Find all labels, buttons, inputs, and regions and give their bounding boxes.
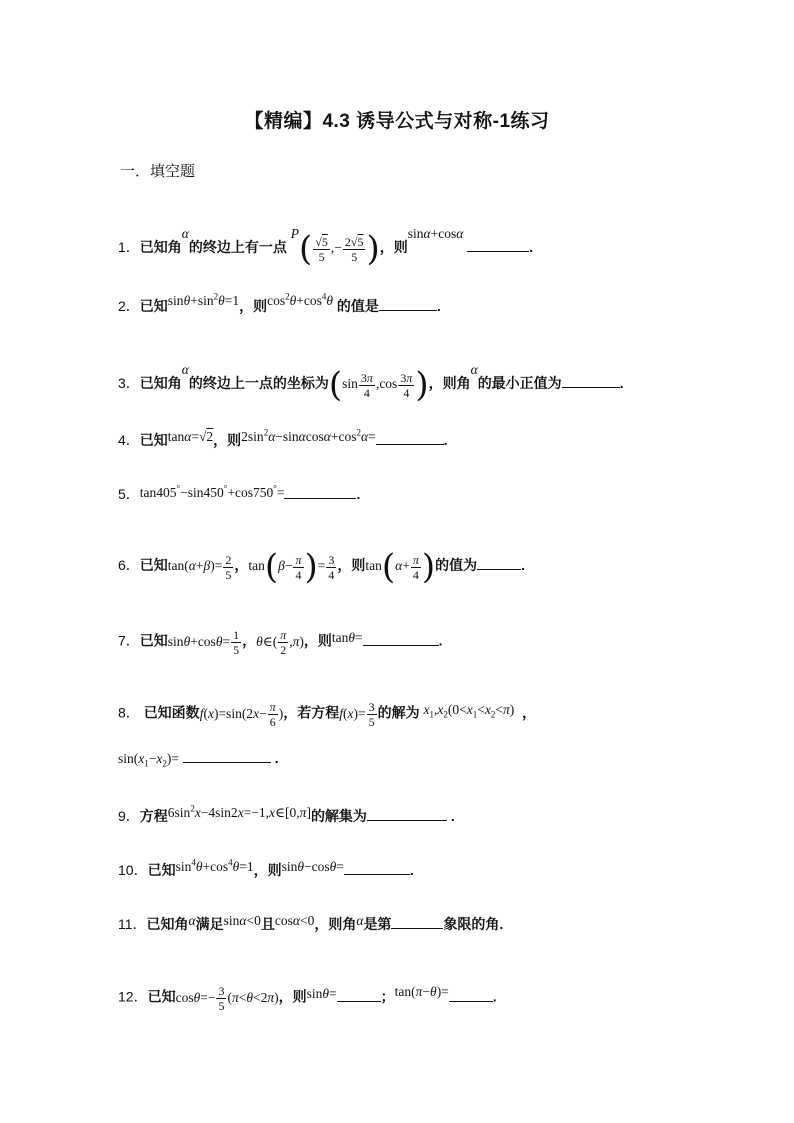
question-6: 6．已知tan(α+β)= $\frac{2}{5}$ ，tan(β− $\frac{\pi}{4}$ )= $\frac{3}{4}$ ，则tan(α+ $\frac{\pi}{4}$ )的值为 . — [118, 547, 526, 587]
question-12: 12．已知cosθ=− $\frac{3}{5}$ (π<θ<2π)，则sinθ= ；tan(π−θ)= . — [118, 983, 497, 1013]
question-2: 2．已知$\sin\theta+\sin^2\theta=1$，则$\cos^2\theta+\cos^4\theta$ 的值是 . — [118, 291, 441, 314]
answer-blank[interactable] — [379, 298, 437, 311]
math-sin-negative: sinα<0 — [223, 913, 261, 928]
math-point-p: P( $\frac{√5}{5}$ ,− $\frac{2√5}{5}$ ) — [290, 226, 380, 269]
question-1: 1．已知角α的终边上有一点 P( $\frac{√5}{5}$ ,− $\frac{2√5}{5}$ )，则sinα+cosα . — [118, 226, 534, 269]
answer-blank[interactable] — [363, 633, 439, 646]
math-coordinates: (sin $\frac{3\pi}{4}$ ,cos $\frac{3\pi}{4}$ ) — [328, 365, 429, 405]
math-alpha: α — [356, 913, 364, 928]
math-condition: tanα=√2 — [167, 429, 214, 444]
question-10: 10．已知$\sin^4\theta+\cos^4\theta=1$，则sinθ−cosθ= . — [118, 857, 414, 878]
question-9: 9．方程$6\sin^2x-4\sin 2x=-1,x\in[0,\pi]$的解集为 . — [118, 803, 455, 824]
question-11: 11．已知角α满足sinα<0且cosα<0，则角α是第 象限的角. — [118, 913, 504, 932]
math-alpha: α — [188, 913, 196, 928]
section-heading: 一．填空题 — [120, 163, 196, 180]
math-solutions: $x_1,x_2(0<x_1<x_2<\pi)$ — [423, 701, 515, 720]
page-title: 【精编】4.3 诱导公式与对称-1练习 — [244, 111, 550, 132]
math-expression: sinθ−cosθ= — [281, 859, 344, 874]
answer-blank[interactable] — [367, 808, 447, 821]
math-condition: $\sin^4\theta+\cos^4\theta=1$ — [175, 857, 254, 874]
question-8-continued: $\sin(x_1-x_2)=$ . — [118, 750, 279, 769]
math-sin-theta: sinθ= — [306, 985, 337, 1001]
math-alpha: α — [181, 226, 189, 242]
answer-blank[interactable] — [337, 989, 381, 1002]
math-expression: $\cos^2\theta+\cos^4\theta$ — [267, 291, 333, 308]
answer-blank[interactable] — [467, 239, 529, 252]
answer-blank[interactable] — [183, 750, 271, 763]
math-expression: $2\sin^2\alpha-\sin\alpha\cos\alpha+\cos^2\alpha=$ — [241, 427, 376, 444]
question-8: 8． 已知函数f(x)=sin(2x− $\frac{\pi}{6}$ )，若方程f(x)= $\frac{3}{5}$ 的解为 $x_1,x_2(0<x_1<x_2<\pi)$ ， — [118, 700, 536, 729]
math-interval: θ∈( $\frac{\pi}{2}$ ,π) — [256, 628, 304, 657]
math-condition: $\sin\theta+\sin^2\theta=1$ — [167, 291, 240, 308]
math-alpha: α — [470, 362, 478, 378]
answer-blank[interactable] — [477, 557, 521, 570]
math-equation: f(x)= $\frac{3}{5}$ — [339, 700, 375, 729]
math-sin-plus-cos: sinα+cosα — [407, 226, 464, 242]
question-3: 3．已知角α的终边上一点的坐标为(sin $\frac{3\pi}{4}$ ,cos $\frac{3\pi}{4}$ )，则角α的最小正值为 . — [118, 362, 624, 405]
question-7: 7．已知sinθ+cosθ= $\frac{1}{5}$ ，θ∈( $\frac{\pi}{2}$ ,π)，则tanθ= . — [118, 628, 443, 657]
math-condition-2: tan(β− $\frac{\pi}{4}$ )= $\frac{3}{4}$ — [248, 547, 335, 587]
math-tan-theta: tanθ= — [331, 629, 363, 645]
math-condition-1: tan(α+β)= $\frac{2}{5}$ — [167, 552, 232, 582]
math-expression: tan405°−sin450°+cos750°= — [139, 483, 285, 500]
math-function: f(x)=sin(2x− $\frac{\pi}{6}$ ) — [199, 700, 284, 729]
answer-blank[interactable] — [284, 486, 356, 499]
answer-blank[interactable] — [449, 989, 493, 1002]
question-4: 4．已知tanα=√2，则$2\sin^2\alpha-\sin\alpha\cos\alpha+\cos^2\alpha=$ . — [118, 427, 448, 448]
answer-blank[interactable] — [376, 432, 444, 445]
answer-blank[interactable] — [562, 375, 620, 388]
math-alpha: α — [181, 362, 189, 378]
answer-blank[interactable] — [391, 916, 443, 929]
math-tan-expression: tan(π−θ)= — [394, 983, 449, 999]
math-equation: $6\sin^2x-4\sin 2x=-1,x\in[0,\pi]$ — [167, 803, 311, 820]
math-expression: tan(α+ $\frac{\pi}{4}$ ) — [365, 547, 436, 587]
math-condition: sinθ+cosθ= $\frac{1}{5}$ — [167, 628, 240, 657]
math-expression: $\sin(x_1-x_2)=$ — [118, 751, 179, 769]
math-condition: cosθ=− $\frac{3}{5}$ (π<θ<2π) — [175, 984, 279, 1013]
math-cos-negative: cosα<0 — [274, 913, 315, 928]
answer-blank[interactable] — [344, 862, 410, 875]
question-5: 5．tan405°−sin450°+cos750°= . — [118, 483, 361, 502]
